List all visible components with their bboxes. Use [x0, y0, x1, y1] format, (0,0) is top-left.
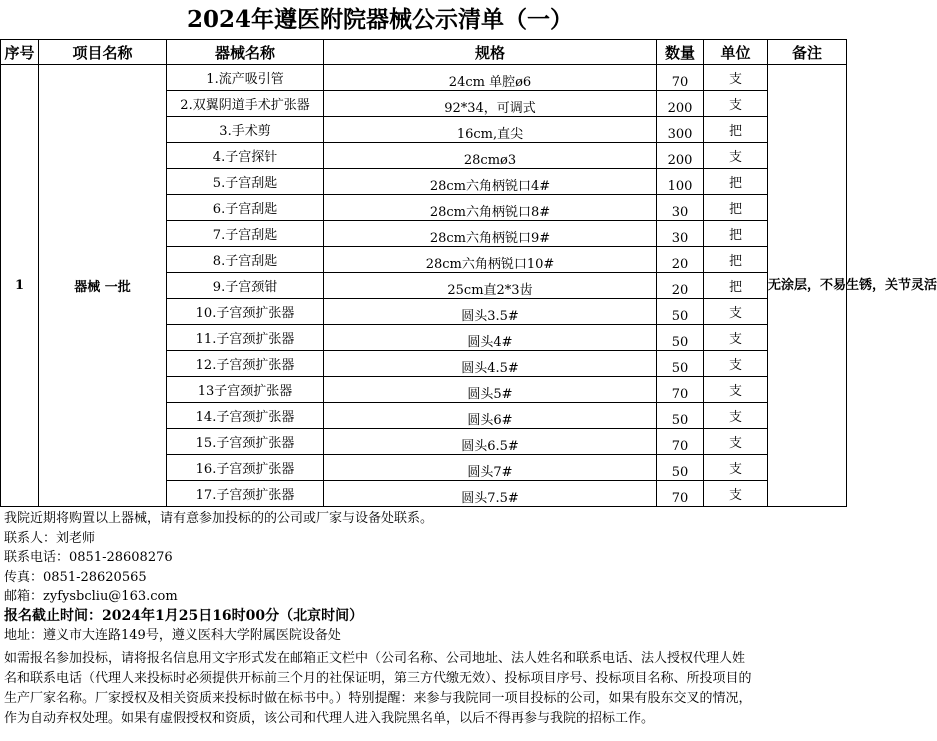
device-qty: 70 — [657, 377, 704, 403]
device-spec: 28cmø3 — [324, 143, 657, 169]
device-unit: 支 — [704, 429, 768, 455]
device-unit: 把 — [704, 169, 768, 195]
device-spec: 圆头4.5# — [324, 351, 657, 377]
device-qty: 20 — [657, 247, 704, 273]
intro-text: 我院近期将购置以上器械，请有意参加投标的的公司或厂家与设备处联系。 — [4, 511, 434, 526]
device-qty: 50 — [657, 299, 704, 325]
device-qty: 70 — [657, 481, 704, 507]
device-unit: 支 — [704, 351, 768, 377]
device-qty: 30 — [657, 221, 704, 247]
device-unit: 把 — [704, 195, 768, 221]
device-qty: 20 — [657, 273, 704, 299]
device-unit: 支 — [704, 299, 768, 325]
header-qty: 数量 — [657, 40, 704, 65]
device-spec: 28cm六角柄锐口8# — [324, 195, 657, 221]
device-qty: 70 — [657, 65, 704, 91]
header-row — [1, 40, 847, 65]
device-unit: 支 — [704, 481, 768, 507]
device-name: 10.子宫颈扩张器 — [167, 299, 324, 325]
device-name: 7.子宫刮匙 — [167, 221, 324, 247]
device-name: 17.子宫颈扩张器 — [167, 481, 324, 507]
deadline: 报名截止时间：2024年1月25日16时00分（北京时间） — [4, 607, 364, 624]
header-device: 器械名称 — [167, 40, 324, 65]
device-unit: 把 — [704, 117, 768, 143]
device-spec: 圆头6.5# — [324, 429, 657, 455]
fax-number: 传真：0851-28620565 — [4, 569, 147, 585]
device-spec: 圆头7.5# — [324, 481, 657, 507]
device-qty: 30 — [657, 195, 704, 221]
device-name: 1.流产吸引管 — [167, 65, 324, 91]
email-address: 邮箱：zyfysbcliu@163.com — [4, 589, 178, 604]
device-qty: 50 — [657, 351, 704, 377]
device-qty: 200 — [657, 91, 704, 117]
device-qty: 70 — [657, 429, 704, 455]
device-name: 14.子宫颈扩张器 — [167, 403, 324, 429]
device-name: 3.手术剪 — [167, 117, 324, 143]
device-name: 11.子宫颈扩张器 — [167, 325, 324, 351]
device-qty: 300 — [657, 117, 704, 143]
device-qty: 200 — [657, 143, 704, 169]
device-unit: 把 — [704, 247, 768, 273]
registration-notice: 如需报名参加投标，请将报名信息用文字形式发在邮箱正文栏中（公司名称、公司地址、法人姓名和联系电话、法人授权代理人姓名和联系电话（代理人来投标时必须提供开标前三个月的社保证明，第三方代缴无效）、投标项目序号、投标项目名称、所投项目的生产厂家名称。厂家授权及相关资质来投标时做在标书中。）特别提醒：来参与我院同一项目投标的公司，如果有股东交叉的情况，作为自动弃权处理。如果有虚假授权和资质，该公司和代理人进入我院黑名单，以后不得再参与我院的招标工作。 — [4, 650, 752, 726]
device-unit: 支 — [704, 143, 768, 169]
device-name: 16.子宫颈扩张器 — [167, 455, 324, 481]
address: 地址：遵义市大连路149号，遵义医科大学附属医院设备处 — [4, 628, 341, 643]
header-project: 项目名称 — [39, 40, 167, 65]
device-name: 12.子宫颈扩张器 — [167, 351, 324, 377]
device-qty: 50 — [657, 403, 704, 429]
device-unit: 支 — [704, 325, 768, 351]
device-spec: 圆头4# — [324, 325, 657, 351]
contact-person: 联系人：刘老师 — [4, 530, 96, 546]
device-name: 2.双翼阴道手术扩张器 — [167, 91, 324, 117]
device-spec: 16cm,直尖 — [324, 117, 657, 143]
device-name: 8.子宫刮匙 — [167, 247, 324, 273]
group-seq: 1 — [1, 65, 39, 507]
device-unit: 把 — [704, 273, 768, 299]
device-unit: 把 — [704, 221, 768, 247]
device-name: 6.子宫刮匙 — [167, 195, 324, 221]
device-spec: 28cm六角柄锐口10# — [324, 247, 657, 273]
device-spec: 28cm六角柄锐口4# — [324, 169, 657, 195]
device-spec: 28cm六角柄锐口9# — [324, 221, 657, 247]
header-spec: 规格 — [324, 40, 657, 65]
device-qty: 100 — [657, 169, 704, 195]
device-name: 5.子宫刮匙 — [167, 169, 324, 195]
device-unit: 支 — [704, 455, 768, 481]
device-unit: 支 — [704, 91, 768, 117]
device-unit: 支 — [704, 65, 768, 91]
header-unit: 单位 — [704, 40, 768, 65]
header-note: 备注 — [768, 40, 847, 65]
device-spec: 圆头6# — [324, 403, 657, 429]
device-spec: 92*34，可调式 — [324, 91, 657, 117]
device-name: 13子宫颈扩张器 — [167, 377, 324, 403]
table-row — [1, 65, 847, 91]
contact-phone: 联系电话：0851-28608276 — [4, 550, 173, 565]
group-note: 无涂层，不易生锈，关节灵活 — [768, 65, 847, 507]
group-project-name: 器械 一批 — [39, 65, 167, 507]
device-unit: 支 — [704, 377, 768, 403]
device-spec: 24cm 单腔ø6 — [324, 65, 657, 91]
device-unit: 支 — [704, 403, 768, 429]
page-title: 2024年遵医附院器械公示清单（一） — [186, 6, 573, 33]
equipment-table — [0, 39, 937, 507]
device-name: 15.子宫颈扩张器 — [167, 429, 324, 455]
device-qty: 50 — [657, 455, 704, 481]
device-spec: 25cm直2*3齿 — [324, 273, 657, 299]
device-spec: 圆头7# — [324, 455, 657, 481]
footer-notice — [4, 509, 764, 729]
device-qty: 50 — [657, 325, 704, 351]
header-seq: 序号 — [1, 40, 39, 65]
device-spec: 圆头5# — [324, 377, 657, 403]
device-name: 4.子宫探针 — [167, 143, 324, 169]
device-spec: 圆头3.5# — [324, 299, 657, 325]
device-name: 9.子宫颈钳 — [167, 273, 324, 299]
